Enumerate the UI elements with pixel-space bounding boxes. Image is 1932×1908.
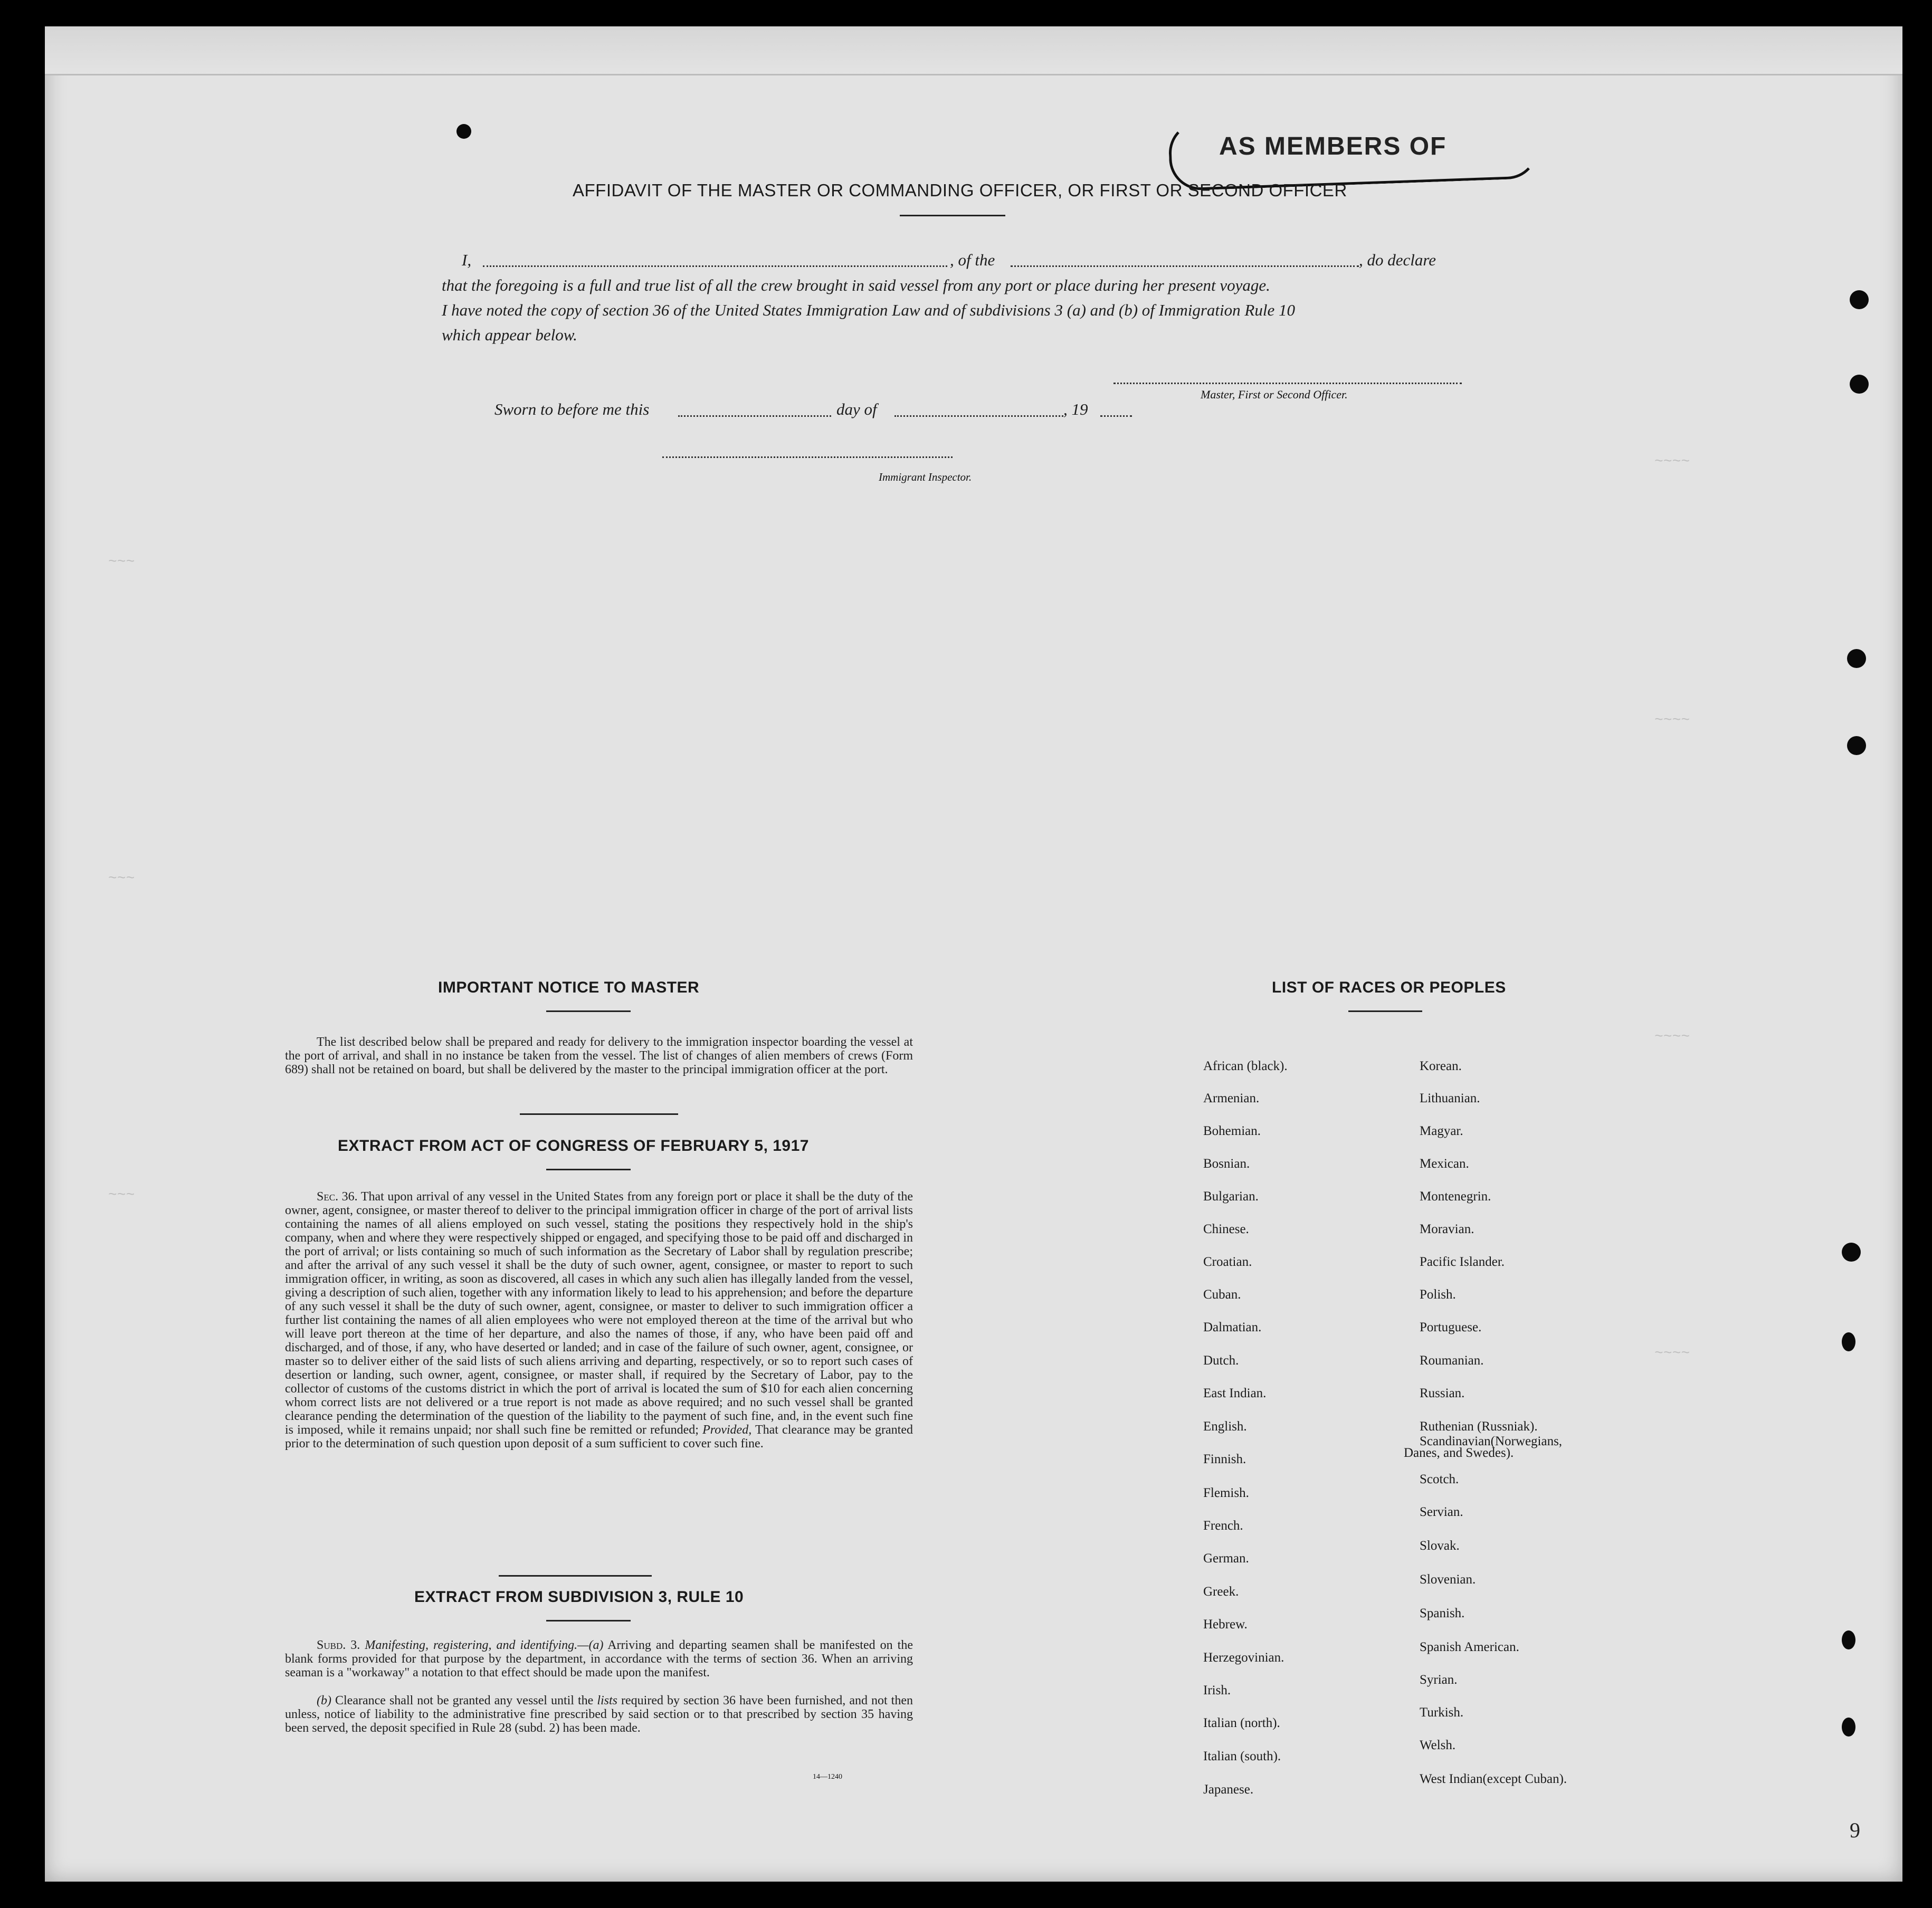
act-body: That upon arrival of any vessel in the United States from any foreign port or place it shall be the duty of the owner, agent, consignee, or master thereof to deliver to the principal immigration officer in charge of the port of arrival lists containing the names of all aliens employed on such vessel, stating the positions they respectively hold in the ship's company, when and where they were respectively shipped or engaged, and specifying those to be paid off and discharged in the port of arrival; or lists containing so much of such information as the Secretary of Labor shall by regulation prescribe; and after the arrival of any such vessel it shall be the duty of such owner, agent, consignee, or master to report to such immigration officer, in writing, as soon as discovered, all cases in which any such alien has illegally landed from the vessel, giving a description of such alien, together with any information likely to lead to his apprehension; and before the departure of any such vessel it shall be the duty of such owner, agent, consignee, or master to deliver to such immigration officer a further list containing the names of all alien employees who were not employed thereon at the time of the arrival but who will leave port thereon at the time of her departure, and also the names of those, if any, who have been paid off and discharged, and of those, if any, who have deserted or landed; and in case of the failure of such owner, agent, consignee, or master so to deliver either of the said lists of such aliens arriving and departing, respectively, or so to report such cases of desertion or landing, such owner, agent, consignee, or master shall, if required by the Secretary of Labor, pay to the collector of customs of the customs district in which the port of arrival is located the sum of $10 for each alien concerning whom correct lists are not delivered or a true report is not made as above required; and no such vessel shall be granted clearance pending the determination of the question of the liability to the payment of such fine, and, in the event such fine is imposed, while it remains unpaid; nor shall such fine be remitted or refunded; xyxy=(285,1190,913,1437)
inspector-signature-line xyxy=(662,456,953,458)
declaration-line-2: that the foregoing is a full and true list of all the crew brought in said vessel from any port or place during her present voyage. xyxy=(442,276,1270,294)
header-heading: AS MEMBERS OF xyxy=(1219,132,1447,160)
race-right-item: Spanish American. xyxy=(1420,1640,1519,1654)
race-right-item: Moravian. xyxy=(1420,1222,1474,1236)
race-right-item: Slovenian. xyxy=(1420,1572,1476,1587)
race-left-item: Bulgarian. xyxy=(1203,1189,1259,1204)
form-number: 14—1240 xyxy=(813,1773,842,1781)
race-left-item: Flemish. xyxy=(1203,1486,1249,1500)
act-text xyxy=(285,1190,913,1451)
race-right-item: Roumanian. xyxy=(1420,1353,1484,1368)
punch-hole xyxy=(1842,1243,1861,1262)
act-body-end: That clearance may be granted prior to the determination of such question upon deposit of a sum sufficient to cover such fine. xyxy=(285,1423,913,1451)
declaration-line-3: I have noted the copy of section 36 of the United States Immigration Law and of subdivisions 3 (a) and (b) of Immigration Rule 10 xyxy=(442,301,1295,319)
race-right-item: Polish. xyxy=(1420,1287,1456,1302)
race-right-item: Spanish. xyxy=(1420,1606,1465,1620)
rule-b-label: (b) xyxy=(317,1694,331,1707)
bleed-through-mark: ~~~~ xyxy=(1654,1029,1690,1045)
punch-hole xyxy=(1842,1332,1855,1351)
race-left-item: Japanese. xyxy=(1203,1782,1254,1797)
race-right-item: Scotch. xyxy=(1420,1472,1459,1486)
rule-a-text: Arriving and departing seamen shall be manifested on the blank forms provided for that purpose by the department, in accordance with the terms of section 36. When an arriving seaman is a "workaway" a notation to that effect should be made upon the manifest. xyxy=(285,1638,913,1680)
race-right-item: Montenegrin. xyxy=(1420,1189,1491,1204)
race-right-item: Lithuanian. xyxy=(1420,1091,1480,1105)
race-right-item: Portuguese. xyxy=(1420,1320,1482,1334)
declaration-of-the: , of the xyxy=(950,251,995,269)
month-field-line xyxy=(894,415,1063,417)
race-left-item: Hebrew. xyxy=(1203,1617,1248,1632)
declaration-i: I, xyxy=(462,251,472,269)
rule-text-b xyxy=(285,1694,913,1735)
race-right-item: Servian. xyxy=(1420,1505,1463,1519)
declaration-line-4: which appear below. xyxy=(442,326,577,344)
race-left-item: Cuban. xyxy=(1203,1287,1241,1302)
section-divider xyxy=(499,1575,652,1577)
race-right-item: Welsh. xyxy=(1420,1738,1456,1752)
race-left-item: Dalmatian. xyxy=(1203,1320,1262,1334)
act-heading: EXTRACT FROM ACT OF CONGRESS OF FEBRUARY 5, 1917 xyxy=(338,1137,809,1155)
race-left-item: Herzegovinian. xyxy=(1203,1651,1284,1665)
title-divider xyxy=(900,215,1005,216)
act-sec-label: Sec. 36. xyxy=(317,1190,358,1204)
race-scandinavian-cont: Danes, and Swedes). xyxy=(1404,1446,1514,1460)
bleed-through-mark: ~~~~ xyxy=(1654,712,1690,729)
year-field-line xyxy=(1100,415,1132,417)
rule-a-label: —(a) xyxy=(577,1638,604,1652)
race-left-item: East Indian. xyxy=(1203,1386,1267,1400)
page-number: 9 xyxy=(1850,1818,1860,1842)
rule-subd-label: Subd. 3. xyxy=(317,1638,360,1652)
section-divider xyxy=(520,1113,678,1115)
race-right-item: Turkish. xyxy=(1420,1705,1464,1720)
rule-heading: EXTRACT FROM SUBDIVISION 3, RULE 10 xyxy=(414,1588,744,1606)
rule-subd-title: Manifesting, registering, and identifying. xyxy=(365,1638,578,1652)
race-left-item: Greek. xyxy=(1203,1585,1239,1599)
race-left-item: Bohemian. xyxy=(1203,1124,1261,1138)
race-left-item: African (black). xyxy=(1203,1059,1288,1073)
race-right-item: Mexican. xyxy=(1420,1157,1469,1171)
bleed-through-mark: ~~~~ xyxy=(1654,454,1690,470)
act-provided: Provided, xyxy=(702,1423,752,1437)
race-left-item: Dutch. xyxy=(1203,1353,1239,1368)
punch-hole xyxy=(1850,290,1869,309)
race-left-item: Bosnian. xyxy=(1203,1157,1250,1171)
master-signature-label: Master, First or Second Officer. xyxy=(1201,388,1348,401)
race-right-item: Slovak. xyxy=(1420,1539,1460,1553)
race-left-item: Chinese. xyxy=(1203,1222,1249,1236)
notice-heading: IMPORTANT NOTICE TO MASTER xyxy=(438,979,700,996)
race-right-item: Magyar. xyxy=(1420,1124,1463,1138)
rule-divider xyxy=(546,1620,631,1621)
race-right-item: Russian. xyxy=(1420,1386,1465,1400)
notice-text: The list described below shall be prepared and ready for delivery to the immigration inspector boarding the vessel at the port of arrival, and shall in no instance be taken from the vessel. The list of changes of alien members of crews (Form 689) shall not be retained on board, but shall be delivered by the master to the principal immigration officer at the port. xyxy=(285,1035,913,1076)
inspector-label: Immigrant Inspector. xyxy=(879,471,972,483)
race-left-item: Finnish. xyxy=(1203,1452,1246,1466)
bleed-through-mark: ~~~ xyxy=(108,1187,135,1204)
race-left-item: Italian (north). xyxy=(1203,1716,1280,1730)
document-sheet xyxy=(45,26,1902,1882)
notice-divider xyxy=(546,1010,631,1012)
race-left-item: German. xyxy=(1203,1551,1249,1566)
act-divider xyxy=(546,1169,631,1170)
stamp-outline xyxy=(1168,110,1539,191)
sworn-text: Sworn to before me this xyxy=(494,400,650,418)
race-right-item: West Indian(except Cuban). xyxy=(1420,1772,1567,1786)
rule-text-a xyxy=(285,1638,913,1680)
race-right-item: Ruthenian (Russniak). xyxy=(1420,1419,1538,1434)
races-divider xyxy=(1348,1010,1422,1012)
declaration-do-declare: , do declare xyxy=(1359,251,1436,269)
sheet-top-edge xyxy=(45,26,1902,75)
rule-b-text-1: Clearance shall not be granted any vessel until the xyxy=(335,1694,594,1707)
punch-hole xyxy=(1847,736,1866,755)
race-right-item: Korean. xyxy=(1420,1059,1462,1073)
bleed-through-mark: ~~~ xyxy=(108,871,135,887)
race-right-item: Pacific Islander. xyxy=(1420,1255,1505,1269)
name-field-line xyxy=(483,265,947,267)
race-left-item: Armenian. xyxy=(1203,1091,1260,1105)
year-text: , 19 xyxy=(1063,400,1088,418)
day-of-text: day of xyxy=(836,400,877,418)
punch-hole xyxy=(1842,1630,1855,1649)
rule-b-text-2: required by section 36 have been furnished, and not then unless, notice of liability to the administrative fine prescribed by said section or to that prescribed by section 35 having been served, the deposit specified in Rule 28 (subd. 2) has been made. xyxy=(285,1694,913,1735)
bleed-through-mark: ~~~ xyxy=(108,554,135,570)
vessel-field-line xyxy=(1011,265,1359,267)
rule-b-lists: lists xyxy=(597,1694,617,1707)
ink-dot xyxy=(456,124,471,139)
bleed-through-mark: ~~~~ xyxy=(1654,1346,1690,1362)
race-left-item: English. xyxy=(1203,1419,1247,1434)
race-right-item: Scandinavian(Norwegians, xyxy=(1420,1434,1563,1448)
affidavit-title: AFFIDAVIT OF THE MASTER OR COMMANDING OFFICER, OR FIRST OR SECOND OFFICER xyxy=(573,180,1347,200)
race-right-item: Syrian. xyxy=(1420,1673,1458,1687)
race-left-item: Croatian. xyxy=(1203,1255,1252,1269)
punch-hole xyxy=(1847,649,1866,668)
punch-hole xyxy=(1850,375,1869,394)
punch-hole xyxy=(1842,1718,1855,1737)
race-left-item: French. xyxy=(1203,1519,1243,1533)
master-signature-line xyxy=(1113,383,1462,384)
races-heading: LIST OF RACES OR PEOPLES xyxy=(1272,979,1506,996)
race-left-item: Italian (south). xyxy=(1203,1749,1281,1763)
race-left-item: Irish. xyxy=(1203,1683,1231,1697)
day-field-line xyxy=(678,415,831,417)
